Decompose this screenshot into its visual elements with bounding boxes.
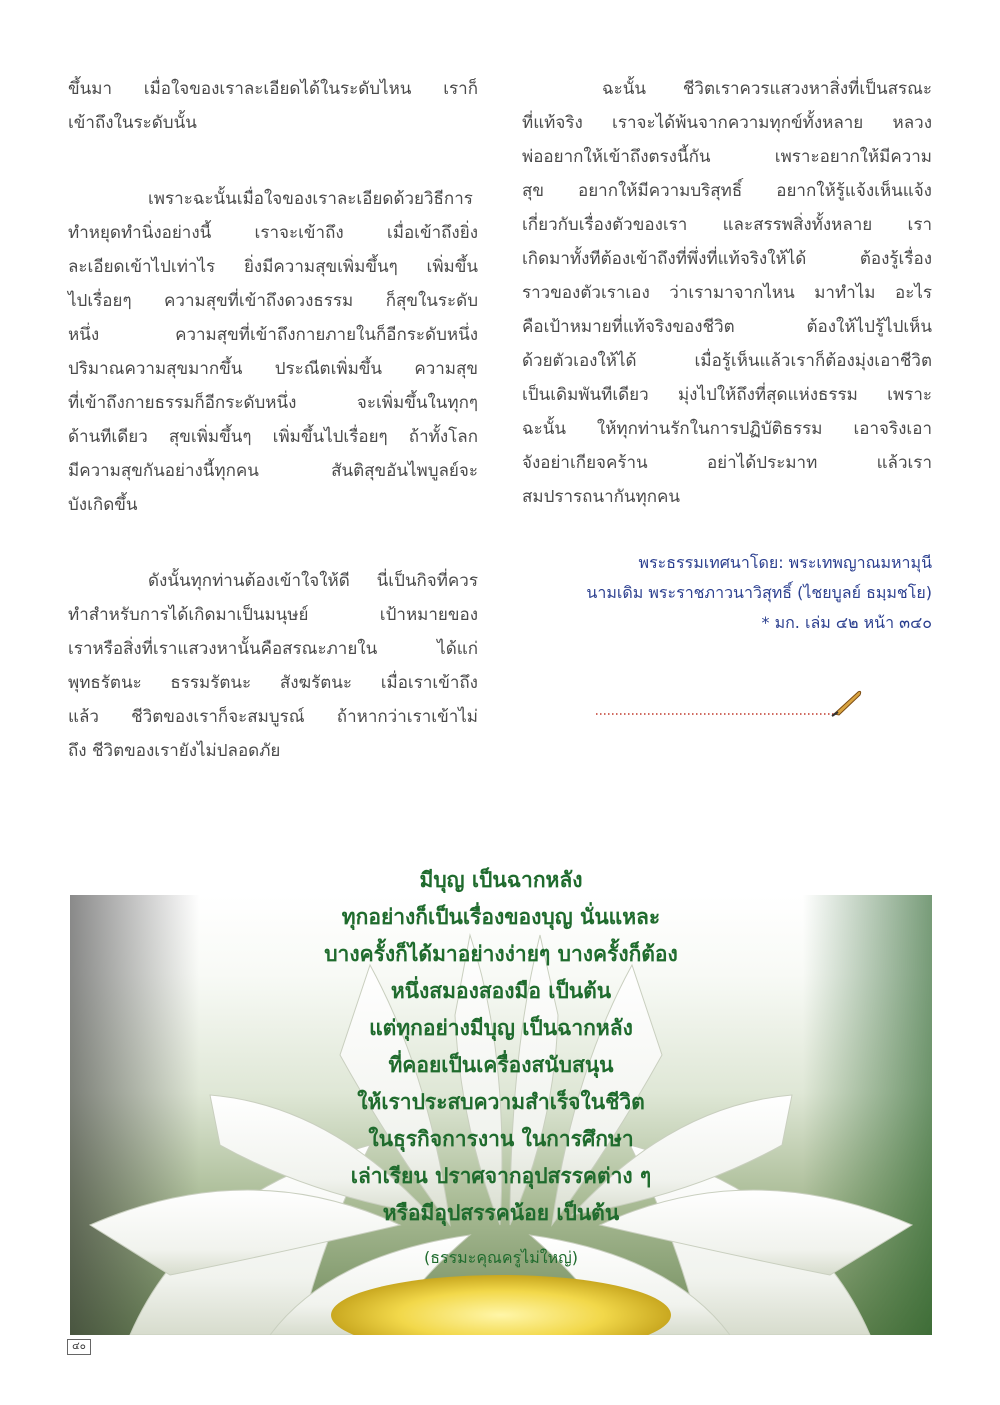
text-line: เกี่ยวกับเรื่องตัวของเรา และสรรพสิ่งทั้งหลาย เรา [522, 215, 932, 235]
text-line: แล้ว ชีวิตของเราก็จะสมบูรณ์ ถ้าหากว่าเราเข้าไม่ [68, 707, 478, 727]
text-line: บังเกิดขึ้น [68, 495, 138, 515]
left-paragraph-2 [68, 182, 478, 522]
credit-reference: * มก. เล่ม ๔๒ หน้า ๓๔๐ [761, 613, 932, 632]
right-column [522, 72, 932, 556]
text-line: ราวของตัวเราเอง ว่าเรามาจากไหน มาทำไม อะไร [522, 283, 932, 303]
text-line: หนึ่ง ความสุขที่เข้าถึงกายภายในก็อีกระดับหนึ่ง [68, 325, 478, 345]
text-line: ไปเรื่อยๆ ความสุขที่เข้าถึงดวงธรรม ก็สุขในระดับ [68, 291, 478, 311]
poem-line: ที่คอยเป็นเครื่องสนับสนุน [388, 1053, 614, 1077]
text-line: ด้วยตัวเองให้ได้ เมื่อรู้เห็นแล้วเราก็ต้องมุ่งเอาชีวิต [522, 351, 932, 371]
credit-former-name: นามเดิม พระราชภาวนาวิสุทธิ์ (ไชยบูลย์ ธมฺมชโย) [586, 583, 932, 602]
poem-line: หรือมีอุปสรรคน้อย เป็นต้น [382, 1201, 620, 1225]
text-line: พุทธรัตนะ ธรรมรัตนะ สังฆรัตนะ เมื่อเราเข้าถึง [68, 673, 478, 693]
text-line: คือเป้าหมายที่แท้จริงของชีวิต ต้องให้ไปรู้ไปเห็น [522, 317, 932, 337]
poem-line: ให้เราประสบความสำเร็จในชีวิต [357, 1090, 645, 1114]
text-line: เราหรือสิ่งที่เราแสวงหานั้นคือสรณะภายใน ได้แก่ [68, 639, 478, 659]
poem-line: ทุกอย่างก็เป็นเรื่องของบุญ นั่นแหละ [341, 905, 661, 929]
page-number: ๔๐ [67, 1339, 91, 1355]
text-line: ทำหยุดทำนิ่งอย่างนี้ เราจะเข้าถึง เมื่อเข้าถึงยิ่ง [68, 223, 478, 243]
text-line: ดังนั้นทุกท่านต้องเข้าใจให้ดี นี่เป็นกิจที่ควร [148, 571, 478, 591]
left-paragraph-3 [68, 564, 478, 768]
text-line: ด้านทีเดียว สุขเพิ่มขึ้นๆ เพิ่มขึ้นไปเรื่อยๆ ถ้าทั้งโลก [68, 427, 478, 447]
text-line: เข้าถึงในระดับนั้น [68, 113, 197, 133]
poem-source: (ธรรมะคุณครูไม่ใหญ่) [423, 1248, 578, 1267]
text-line: ปริมาณความสุขมากขึ้น ประณีตเพิ่มขึ้น ความสุข [68, 359, 478, 379]
credit-preacher: พระธรรมเทศนาโดย: พระเทพญาณมหามุนี [638, 553, 932, 572]
left-column [68, 72, 478, 810]
text-line: พ่ออยากให้เข้าถึงตรงนี้กัน เพราะอยากให้มีความ [522, 147, 932, 167]
left-paragraph-1 [68, 72, 478, 140]
text-line: ที่แท้จริง เราจะได้พ้นจากความทุกข์ทั้งหลาย หลวง [522, 113, 932, 133]
text-line: ถึง ชีวิตของเรายังไม่ปลอดภัย [68, 741, 281, 761]
poem-line: บางครั้งก็ได้มาอย่างง่ายๆ บางครั้งก็ต้อง [324, 942, 678, 966]
text-line: ฉะนั้น ชีวิตเราควรแสวงหาสิ่งที่เป็นสรณะ [602, 79, 932, 99]
text-line: เพราะฉะนั้นเมื่อใจของเราละเอียดด้วยวิธีการ [148, 189, 473, 209]
text-line: ทำสำหรับการได้เกิดมาเป็นมนุษย์ เป้าหมายของ [68, 605, 478, 625]
poem-line: เล่าเรียน ปราศจากอุปสรรคต่าง ๆ [350, 1164, 652, 1188]
text-line: สมปรารถนากันทุกคน [522, 487, 681, 507]
poem-block [70, 862, 932, 1271]
text-line: สุข อยากให้มีความบริสุทธิ์ อยากให้รู้แจ้งเห็นแจ้ง [522, 181, 932, 201]
text-line: ที่เข้าถึงกายธรรมก็อีกระดับหนึ่ง จะเพิ่มขึ้นในทุกๆ [68, 393, 478, 413]
text-line: ฉะนั้น ให้ทุกท่านรักในการปฏิบัติธรรม เอาจริงเอา [522, 419, 932, 439]
poem-line: ในธุรกิจการงาน ในการศึกษา [368, 1127, 634, 1151]
text-line: มีความสุขกันอย่างนี้ทุกคน สันติสุขอันไพบูลย์จะ [68, 461, 478, 481]
right-paragraph-1 [522, 72, 932, 514]
divider-ornament [596, 688, 866, 720]
text-line: ละเอียดเข้าไปเท่าไร ยิ่งมีความสุขเพิ่มขึ้นๆ เพิ่มขึ้น [68, 257, 478, 277]
poem-line: หนึ่งสมองสองมือ เป็นต้น [390, 979, 612, 1003]
text-line: ขึ้นมา เมื่อใจของเราละเอียดได้ในระดับไหน เราก็ [68, 79, 478, 99]
sermon-credit [522, 548, 932, 638]
quill-pen-icon [832, 691, 861, 716]
text-line: จังอย่าเกียจคร้าน อย่าได้ประมาท แล้วเรา [522, 453, 932, 473]
poem-line: แต่ทุกอย่างมีบุญ เป็นฉากหลัง [369, 1016, 633, 1040]
poem-line: มีบุญ เป็นฉากหลัง [419, 868, 583, 892]
text-line: เป็นเดิมพันทีเดียว มุ่งไปให้ถึงที่สุดแห่งธรรม เพราะ [522, 385, 932, 405]
text-line: เกิดมาทั้งทีต้องเข้าถึงที่พึ่งที่แท้จริงให้ได้ ต้องรู้เรื่อง [522, 249, 932, 269]
